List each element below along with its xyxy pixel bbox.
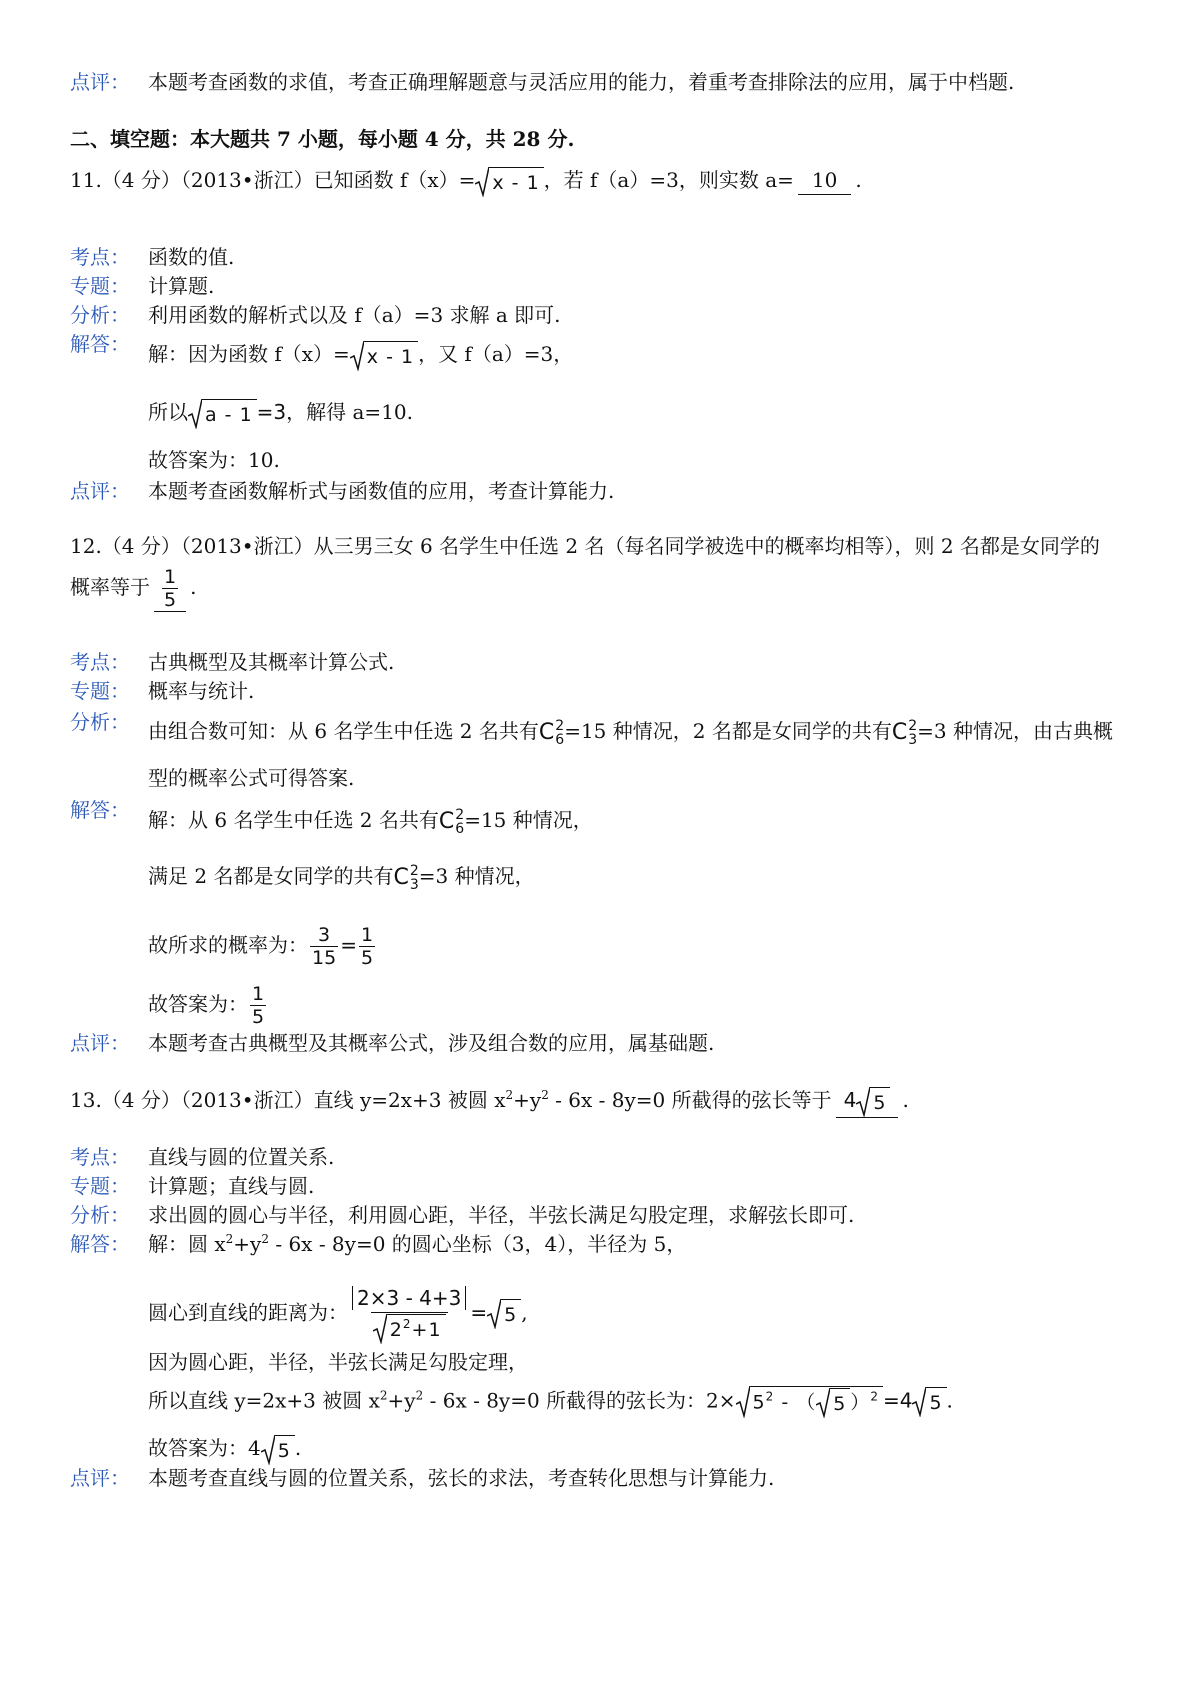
q13-comment-text: 本题考查直线与圆的位置关系，弦长的求法，考查转化思想与计算能力. [148,1466,775,1490]
q11-stem-end: . [855,168,862,192]
radicand: 5 [870,1087,890,1117]
q13-sol5-prefix: 故答案为：4 [148,1436,261,1460]
comment-label: 点评： [70,1466,130,1490]
topic-label: 专题： [70,1174,130,1198]
q12-sol1-b: =15 种情况， [464,808,593,832]
analysis-label: 分析： [70,1203,130,1227]
q13-topic-text: 计算题；直线与圆. [148,1174,315,1198]
point-label: 考点： [70,245,130,269]
q11-comment-text: 本题考查函数解析式与函数值的应用，考查计算能力. [148,479,615,503]
solution-label: 解答： [70,332,130,356]
q13-sol5-end: . [294,1436,302,1460]
q12-analysis-line2-text: 型的概率公式可得答案. [148,766,355,790]
point-label: 考点： [70,1145,130,1169]
q11-sol3: 故答案为：10. [148,448,280,472]
q12-sol2-b: =3 种情况， [418,864,535,888]
q12-sol1-a: 解：从 6 名学生中任选 2 名共有 [148,808,439,832]
q13-analysis-text: 求出圆的圆心与半径，利用圆心距，半径，半弦长满足勾股定理，求解弦长即可. [148,1203,855,1227]
analysis-label: 分析： [70,710,130,734]
superscript: 2 [765,1389,775,1404]
comb-sup: 2 [555,717,565,734]
q13-sol3: 因为圆心距，半径，半弦长满足勾股定理， [148,1350,528,1374]
q11-sol2-suffix: ，解得 a=10. [286,400,414,424]
fraction-numerator: 1 [164,566,177,588]
distance-fraction [350,1284,468,1344]
comb-sub: 6 [555,731,565,748]
q11-sol2-radicand: a - 1 [202,399,257,429]
q11-sol1-radicand: x - 1 [364,341,418,371]
abs-numerator: 2×3 - 4+3 [352,1286,466,1310]
sqrt-expression [475,167,543,197]
fraction-numerator: 3 [318,924,331,946]
answer-coefficient: 4 [843,1088,857,1112]
q12-analysis-c: =3 种情况，由古典概 [917,719,1113,743]
fraction-numerator: 1 [360,924,374,946]
q12-sol4-prefix: 故答案为： [148,992,248,1016]
q12-point-text: 古典概型及其概率计算公式. [148,650,395,674]
radicand: 5 [830,1388,850,1418]
q13-point-text: 直线与圆的位置关系. [148,1145,335,1169]
q13-sol2-prefix: 圆心到直线的距离为： [148,1300,348,1325]
q13-sol4-b: +y [387,1388,416,1413]
equals-sign: = [470,1300,488,1325]
sqrt-expression [856,1087,890,1117]
comment-label: 点评： [70,479,130,503]
q13-sol4-c: - 6x - 8y=0 所截得的弦长为：2× [423,1388,736,1413]
q12-stem-end: . [190,575,197,599]
comment-label: 点评： [70,1031,130,1055]
topic-label: 专题： [70,679,130,703]
q10-comment-text: 本题考查函数的求值，考查正确理解题意与灵活应用的能力，着重考查排除法的应用，属于中档题. [148,70,1015,94]
point-label: 考点： [70,650,130,674]
radicand: 5 [501,1299,521,1329]
section-heading: 二、填空题：本大题共 7 小题，每小题 4 分，共 28 分. [70,127,575,151]
solution-label: 解答： [70,1232,130,1256]
sqrt-expression [912,1387,946,1417]
superscript: 2 [261,1232,269,1246]
den-rest: +1 [411,1318,442,1341]
sqrt-expression [736,1386,883,1418]
q13-stem-c: - 6x - 8y=0 所截得的弦长等于 [548,1088,832,1112]
q12-analysis-b: =15 种情况，2 名都是女同学的共有 [564,719,892,743]
q12-answer-blank [154,566,186,612]
q13-sol4-a: 所以直线 y=2x+3 被圆 x [148,1388,380,1413]
den-base: 2 [389,1318,403,1341]
sqrt-expression [487,1299,521,1329]
radicand: 5 [926,1387,946,1417]
comb-sub: 6 [455,820,465,837]
sqrt-expression [816,1388,850,1418]
analysis-label: 分析： [70,303,130,327]
q13-stem-end: . [902,1088,909,1112]
q11-topic-text: 计算题. [148,274,215,298]
equals-sign: = [340,933,357,957]
q13-stem-b: +y [513,1088,542,1112]
fraction-numerator: 1 [252,983,265,1005]
q13-sol1-c: - 6x - 8y=0 的圆心坐标（3，4），半径为 5， [268,1232,687,1256]
radicand-base: 5 [752,1391,766,1414]
combination-symbol: C 2 3 [891,717,918,748]
q13-sol1-a: 解：圆 x [148,1232,226,1256]
comb-sub: 3 [409,876,419,893]
q11-stem-prefix: 11.（4 分）（2013•浙江）已知函数 f（x）= [70,168,476,192]
superscript: 2 [402,1316,412,1331]
q13-answer-blank [836,1086,899,1118]
q12-topic-text: 概率与统计. [148,679,255,703]
q11-sol1-suffix: ，又 f（a）=3， [418,342,574,366]
sqrt-expression [350,341,418,371]
combination-symbol: C 2 6 [438,806,465,837]
q11-point-text: 函数的值. [148,245,235,269]
radicand-close: ） [850,1391,871,1414]
sqrt-expression [373,1314,446,1344]
fraction-denominator: 5 [252,1006,265,1028]
q12-sol3-prefix: 故所求的概率为： [148,933,308,957]
fraction-denominator: 15 [312,947,337,969]
superscript: 2 [225,1232,234,1246]
comb-sup: 2 [409,862,419,879]
combination-symbol: C 2 3 [393,862,419,893]
q12-comment-text: 本题考查古典概型及其概率公式，涉及组合数的应用，属基础题. [148,1031,715,1055]
comment-label: 点评： [70,70,130,94]
q11-radicand: x - 1 [489,167,543,197]
q13-sol4-end: . [946,1388,953,1413]
q11-sol2-prefix: 所以 [148,400,188,424]
q13-dist-end: , [521,1300,528,1325]
q12-sol2-a: 满足 2 名都是女同学的共有 [148,864,394,888]
q11-stem-mid: ，若 f（a）=3，则实数 a= [543,168,794,192]
q13-stem-a: 13.（4 分）（2013•浙江）直线 y=2x+3 被圆 x [70,1088,506,1112]
q12-stem-prefix: 概率等于 [70,575,150,599]
q11-sol1-prefix: 解：因为函数 f（x）= [148,342,350,366]
comb-sup: 2 [908,717,918,734]
comb-sub: 3 [908,731,918,748]
sqrt-expression [261,1435,295,1465]
superscript: 2 [870,1389,879,1404]
fraction-denominator: 5 [360,947,374,969]
fraction-denominator: 5 [164,589,177,611]
topic-label: 专题： [70,274,130,298]
q11-answer-blank: 10 [798,166,851,195]
superscript: 2 [505,1088,514,1102]
comb-sup: 2 [455,806,465,823]
combination-symbol: C 2 6 [538,717,565,748]
solution-label: 解答： [70,798,130,822]
superscript: 2 [379,1388,388,1403]
q12-analysis-a: 由组合数可知：从 6 名学生中任选 2 名共有 [148,719,539,743]
equals-coef: =4 [882,1388,913,1413]
q11-analysis-text: 利用函数的解析式以及 f（a）=3 求解 a 即可. [148,303,561,327]
q13-sol1-b: +y [233,1232,262,1256]
superscript: 2 [541,1088,549,1102]
superscript: 2 [415,1388,424,1403]
q11-sol2-eq: =3 [256,400,287,424]
sqrt-expression [188,399,257,429]
radicand: 5 [275,1435,295,1465]
radicand-minus: - （ [774,1391,817,1414]
q12-stem-text: 12.（4 分）（2013•浙江）从三男三女 6 名学生中任选 2 名（每名同学被选中的概率均相等），则 2 名都是女同学的 [70,534,1100,558]
